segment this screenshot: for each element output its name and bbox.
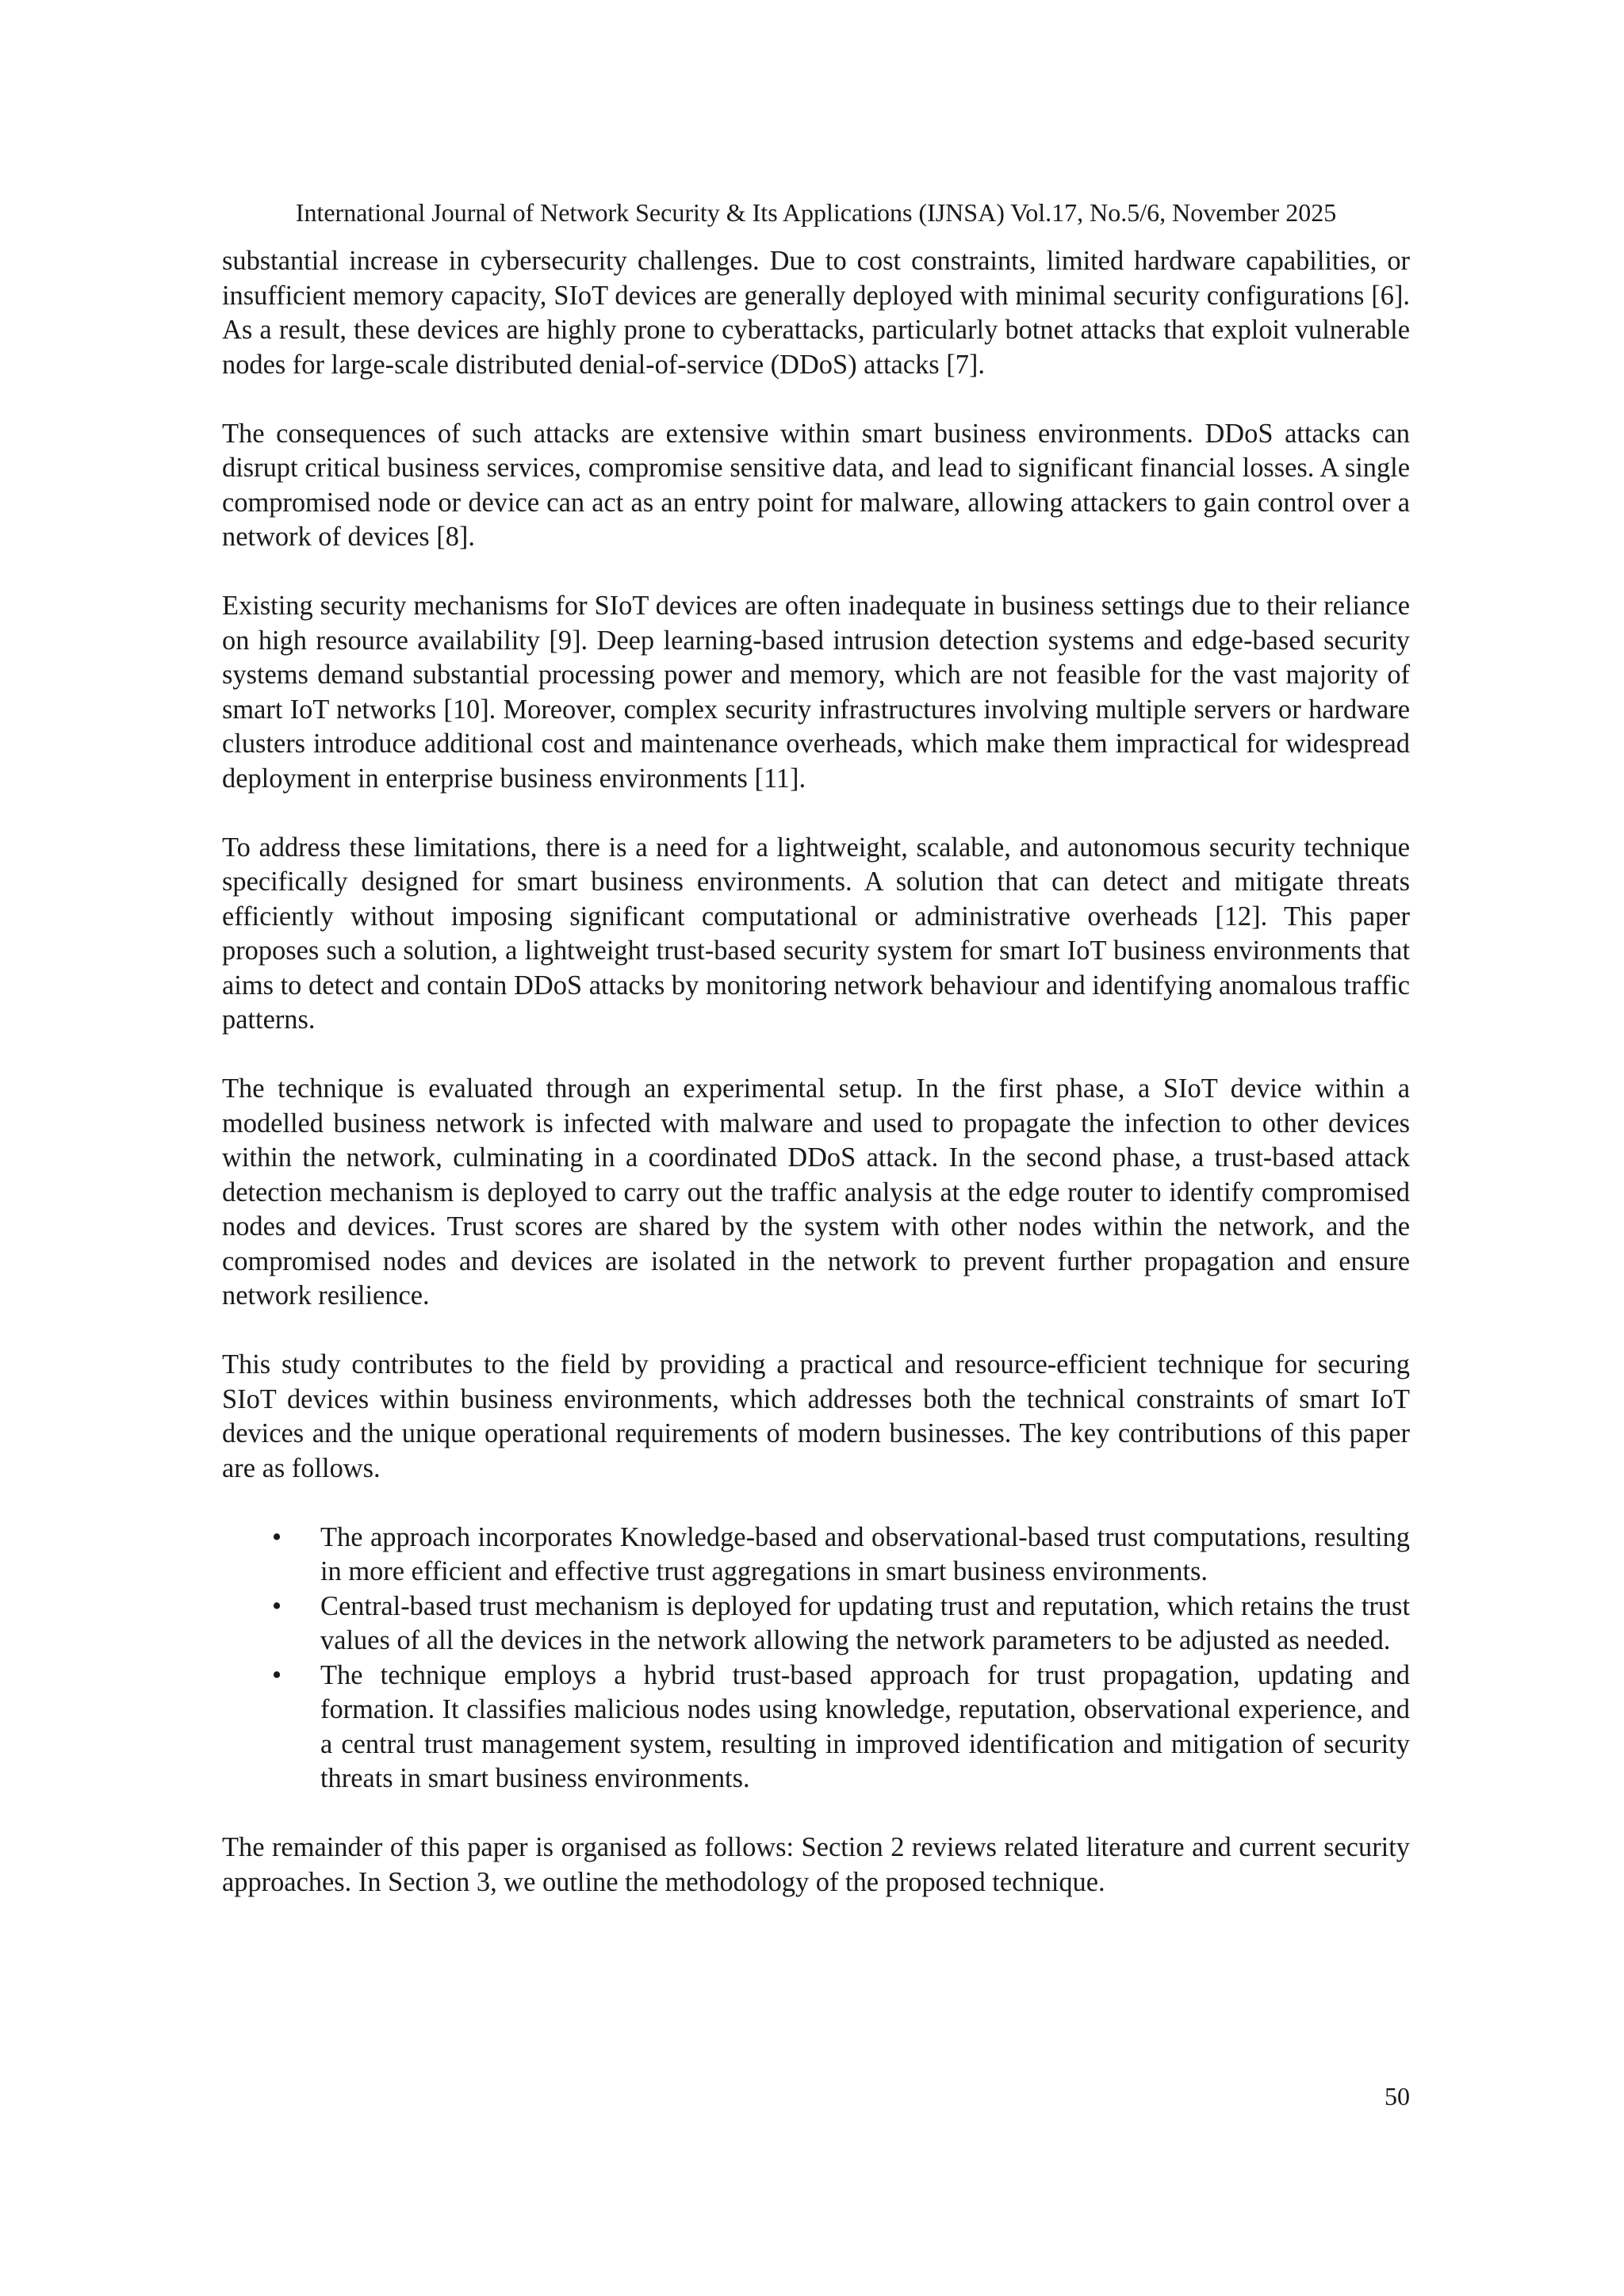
contribution-item xyxy=(222,1659,1410,1797)
paragraph-existing-mechanisms: Existing security mechanisms for SIoT devices are often inadequate in business settings due to their reliance on high resource availability [9]. Deep learning-based intrusion detection systems and edge-based security systems demand substantial processing power and memory, which are not feasible for the vast majority of smart IoT networks [10]. Moreover, complex security infrastructures involving multiple servers or hardware clusters introduce additional cost and maintenance overheads, which make them impractical for widespread deployment in enterprise business environments [11]. xyxy=(222,591,1410,794)
paragraph-security-challenges: substantial increase in cybersecurity challenges. Due to cost constraints, limited hardware capabilities, or insufficient memory capacity, SIoT devices are generally deployed with minimal security configurations [6]. As a result, these devices are highly prone to cyberattacks, particularly botnet attacks that exploit vulnerable nodes for large-scale distributed denial-of-service (DDoS) attacks [7]. xyxy=(222,246,1410,380)
running-header: International Journal of Network Security & Its Applications (IJNSA) Vol.17, No.5/6, November 2025 xyxy=(295,198,1337,227)
paragraph-proposed-solution: To address these limitations, there is a need for a lightweight, scalable, and autonomous security technique specifically designed for smart business environments. A solution that can detect and mitigate threats efficiently without imposing significant computational or administrative overheads [12]. This paper proposes such a solution, a lightweight trust-based security system for smart IoT business environments that aims to detect and contain DDoS attacks by monitoring network behaviour and identifying anomalous traffic patterns. xyxy=(222,832,1410,1035)
contribution-item xyxy=(222,1521,1410,1590)
page-number: 50 xyxy=(1385,2082,1410,2110)
contributions-list xyxy=(222,1521,1410,1797)
contribution-text: The approach incorporates Knowledge-based and observational-based trust computations, resulting in more efficient and effective trust aggregations in smart business environments. xyxy=(320,1521,1410,1586)
contribution-text: Central-based trust mechanism is deployed for updating trust and reputation, which retains the trust values of all the devices in the network allowing the network parameters to be adjusted as needed. xyxy=(320,1590,1410,1655)
paragraph-contributions-intro: This study contributes to the field by providing a practical and resource-efficient technique for securing SIoT devices within business environments, which addresses both the technical constraints of smart IoT devices and the unique operational requirements of modern businesses. The key contributions of this paper are as follows. xyxy=(222,1349,1410,1483)
contribution-text: The technique employs a hybrid trust-based approach for trust propagation, updating and formation. It classifies malicious nodes using knowledge, reputation, observational experience, and a central trust management system, resulting in improved identification and mitigation of security threats in smart business environments. xyxy=(320,1659,1410,1793)
article-body xyxy=(222,244,1410,1934)
bullet-marker: • xyxy=(272,1659,282,1690)
paragraph-attack-consequences: The consequences of such attacks are extensive within smart business environments. DDoS attacks can disrupt critical business services, compromise sensitive data, and lead to significant financial losses. A single compromised node or device can act as an entry point for malware, allowing attackers to gain control over a network of devices [8]. xyxy=(222,418,1410,552)
bullet-marker: • xyxy=(272,1590,282,1621)
paragraph-evaluation-setup: The technique is evaluated through an experimental setup. In the first phase, a SIoT device within a modelled business network is infected with malware and used to propagate the infection to other devices within the network, culminating in a coordinated DDoS attack. In the second phase, a trust-based attack detection mechanism is deployed to carry out the traffic analysis at the edge router to identify compromised nodes and devices. Trust scores are shared by the system with other nodes within the network, and the compromised nodes and devices are isolated in the network to prevent further propagation and ensure network resilience. xyxy=(222,1073,1410,1311)
bullet-marker: • xyxy=(272,1521,282,1552)
contribution-item xyxy=(222,1590,1410,1659)
paragraph-paper-organisation: The remainder of this paper is organised as follows: Section 2 reviews related literature and current security approaches. In Section 3, we outline the methodology of the proposed technique. xyxy=(222,1832,1410,1897)
